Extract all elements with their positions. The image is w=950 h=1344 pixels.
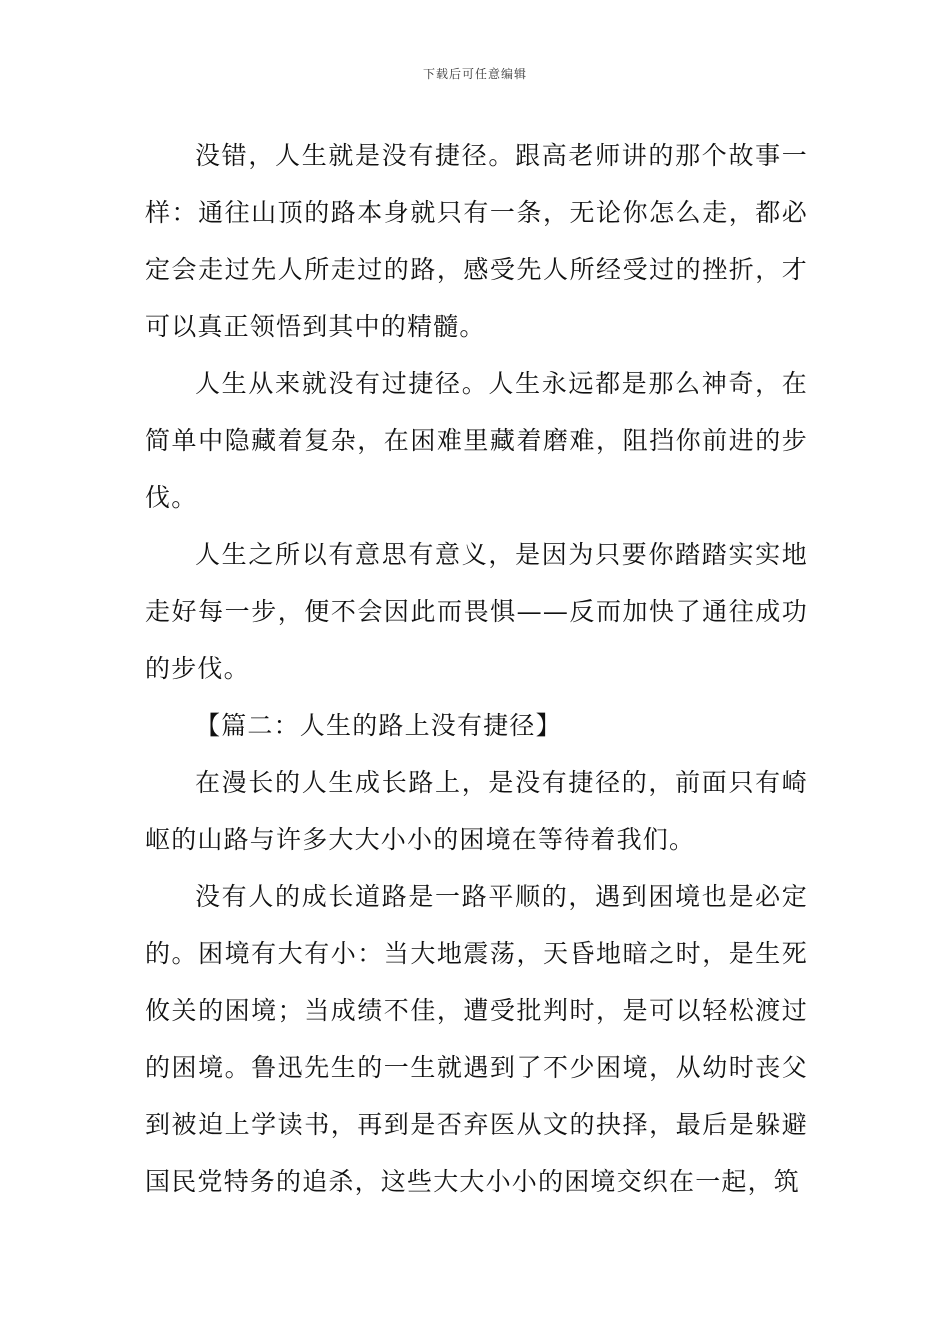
page-header-note: 下载后可任意编辑 bbox=[422, 67, 527, 81]
paragraph-1: 没错，人生就是没有捷径。跟高老师讲的那个故事一样：通往山顶的路本身就只有一条，无论你怎么走，都必定会走过先人所走过的路，感受先人所经受过的挫折，才可以真正领悟到其中的精髓。 bbox=[145, 141, 808, 341]
paragraph-5: 没有人的成长道路是一路平顺的，遇到困境也是必定的。困境有大有小：当大地震荡，天昏地暗之时，是生死攸关的困境；当成绩不佳，遭受批判时，是可以轻松渡过的困境。鲁迅先生的一生就遇到了不少困境，从幼时丧父到被迫上学读书，再到是否弃医从文的抉择，最后是躲避国民党特务的追杀，这些大大小小的困境交织在一起，筑 bbox=[145, 882, 808, 1196]
document-body bbox=[145, 127, 808, 1210]
paragraph-3: 人生之所以有意思有意义，是因为只要你踏踏实实地走好每一步，便不会因此而畏惧——反而加快了通往成功的步伐。 bbox=[145, 540, 808, 683]
paragraph-4: 在漫长的人生成长路上，是没有捷径的，前面只有崎岖的山路与许多大大小小的困境在等待着我们。 bbox=[145, 768, 808, 854]
section-heading: 【篇二：人生的路上没有捷径】 bbox=[195, 711, 562, 740]
paragraph-2: 人生从来就没有过捷径。人生永远都是那么神奇，在简单中隐藏着复杂，在困难里藏着磨难，阻挡你前进的步伐。 bbox=[145, 369, 808, 512]
